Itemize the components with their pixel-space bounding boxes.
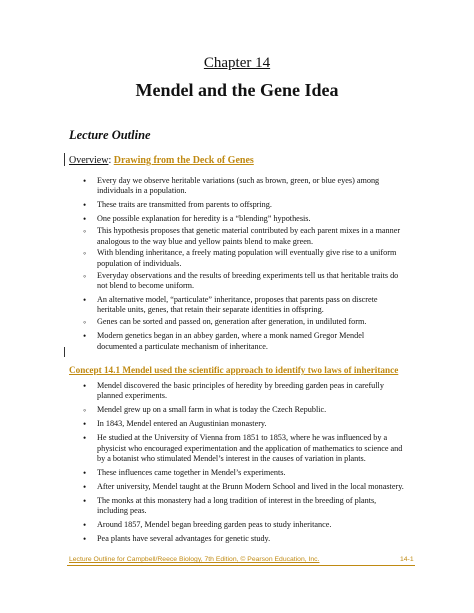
- list-item: [83, 271, 405, 292]
- lecture-outline-heading: Lecture Outline: [69, 128, 151, 142]
- list-item: [83, 534, 405, 544]
- list-item: [83, 468, 405, 478]
- bullet-icon: •: [83, 467, 87, 478]
- bullet-icon: •: [83, 433, 87, 444]
- list-item: [83, 482, 405, 492]
- bullet-icon: •: [83, 533, 87, 544]
- list-item-text: Pea plants have several advantages for genetic study.: [97, 533, 271, 543]
- list-item: [83, 496, 405, 517]
- list-item-text: Modern genetics began in an abbey garden, where a monk named Gregor Mendel documented a particulate mechanism of inheritance.: [97, 331, 365, 351]
- list-item: [83, 433, 405, 464]
- bullet-icon: •: [83, 419, 87, 430]
- overview-separator: :: [108, 155, 114, 166]
- list-item: [83, 200, 405, 210]
- footer-citation: Lecture Outline for Campbell/Reece Biology, 7th Edition, © Pearson Education, Inc.: [69, 556, 320, 563]
- list-item-text: Genes can be sorted and passed on, generation after generation, in undiluted form.: [97, 317, 367, 327]
- bullet-icon: •: [83, 214, 87, 225]
- bullet-icon: •: [83, 519, 87, 530]
- bullet-icon: ◦: [83, 270, 87, 281]
- margin-change-bar: [64, 153, 65, 166]
- list-item-text: These traits are transmitted from parents to offspring.: [97, 200, 272, 210]
- bullet-icon: •: [83, 200, 87, 211]
- list-item: [83, 520, 405, 530]
- list-item-text: Mendel grew up on a small farm in what is today the Czech Republic.: [97, 405, 327, 415]
- list-item-text: He studied at the University of Vienna from 1851 to 1853, where he was influenced by a physicist who encouraged experimentation and the application of mathematics to science and by a botanist who stimulated Mendel’s interest in the causes of variation in plants.: [97, 433, 403, 463]
- footer-rule: [67, 565, 415, 566]
- bullet-icon: •: [83, 495, 87, 506]
- concept-list: [83, 381, 405, 546]
- bullet-icon: •: [83, 481, 87, 492]
- bullet-icon: •: [83, 381, 87, 391]
- concept-heading: Concept 14.1 Mendel used the scientific approach to identify two laws of inheritance: [69, 365, 399, 375]
- list-item-text: An alternative model, “particulate” inheritance, proposes that parents pass on discrete heritable units, genes, that retain their separate identities in offspring.: [97, 295, 378, 315]
- bullet-icon: •: [83, 331, 87, 342]
- list-item-text: Mendel discovered the basic principles of heredity by breeding garden peas in carefully planned experiments.: [97, 381, 384, 401]
- bullet-icon: ◦: [83, 226, 87, 237]
- bullet-icon: •: [83, 176, 87, 186]
- margin-change-bar: [64, 347, 65, 357]
- chapter-heading: Chapter 14: [203, 55, 271, 71]
- list-item-text: One possible explanation for heredity is a “blending” hypothesis.: [97, 214, 311, 224]
- list-item-text: Every day we observe heritable variations (such as brown, green, or blue eyes) among individuals in a population.: [97, 176, 380, 196]
- list-item-text: This hypothesis proposes that genetic material contributed by each parent mixes in a manner analogous to the way blue and yellow paints blend to make green.: [97, 226, 401, 246]
- overview-heading: [69, 155, 254, 166]
- list-item-text: Around 1857, Mendel began breeding garden peas to study inheritance.: [97, 519, 332, 529]
- list-item: [83, 419, 405, 429]
- page-number: 14-1: [400, 556, 414, 563]
- list-item: [83, 214, 405, 224]
- overview-list: [83, 176, 405, 354]
- list-item: [83, 248, 405, 269]
- list-item-text: The monks at this monastery had a long tradition of interest in the breeding of plants, including peas.: [97, 495, 377, 516]
- list-item-text: In 1843, Mendel entered an Augustinian monastery.: [97, 419, 267, 429]
- list-item-text: Everyday observations and the results of breeding experiments tell us that heritable traits do not blend to become uniform.: [97, 270, 399, 291]
- bullet-icon: •: [83, 295, 87, 306]
- list-item: [83, 295, 405, 316]
- bullet-icon: ◦: [83, 317, 87, 328]
- overview-subtitle: Drawing from the Deck of Genes: [113, 155, 254, 166]
- list-item-text: With blending inheritance, a freely mating population will eventually give rise to a uniform population of individuals.: [97, 248, 397, 268]
- list-item: [83, 331, 405, 352]
- bullet-icon: ◦: [83, 405, 87, 416]
- overview-label: Overview: [69, 155, 109, 166]
- page-title: Mendel and the Gene Idea: [135, 80, 339, 100]
- list-item-text: These influences came together in Mendel’s experiments.: [97, 467, 286, 477]
- list-item: [83, 405, 405, 415]
- list-item: [83, 317, 405, 327]
- list-item-text: After university, Mendel taught at the Brunn Modern School and lived in the local monastery.: [97, 481, 404, 491]
- list-item: [83, 176, 405, 197]
- list-item: [83, 381, 405, 402]
- list-item: [83, 226, 405, 247]
- bullet-icon: ◦: [83, 248, 87, 259]
